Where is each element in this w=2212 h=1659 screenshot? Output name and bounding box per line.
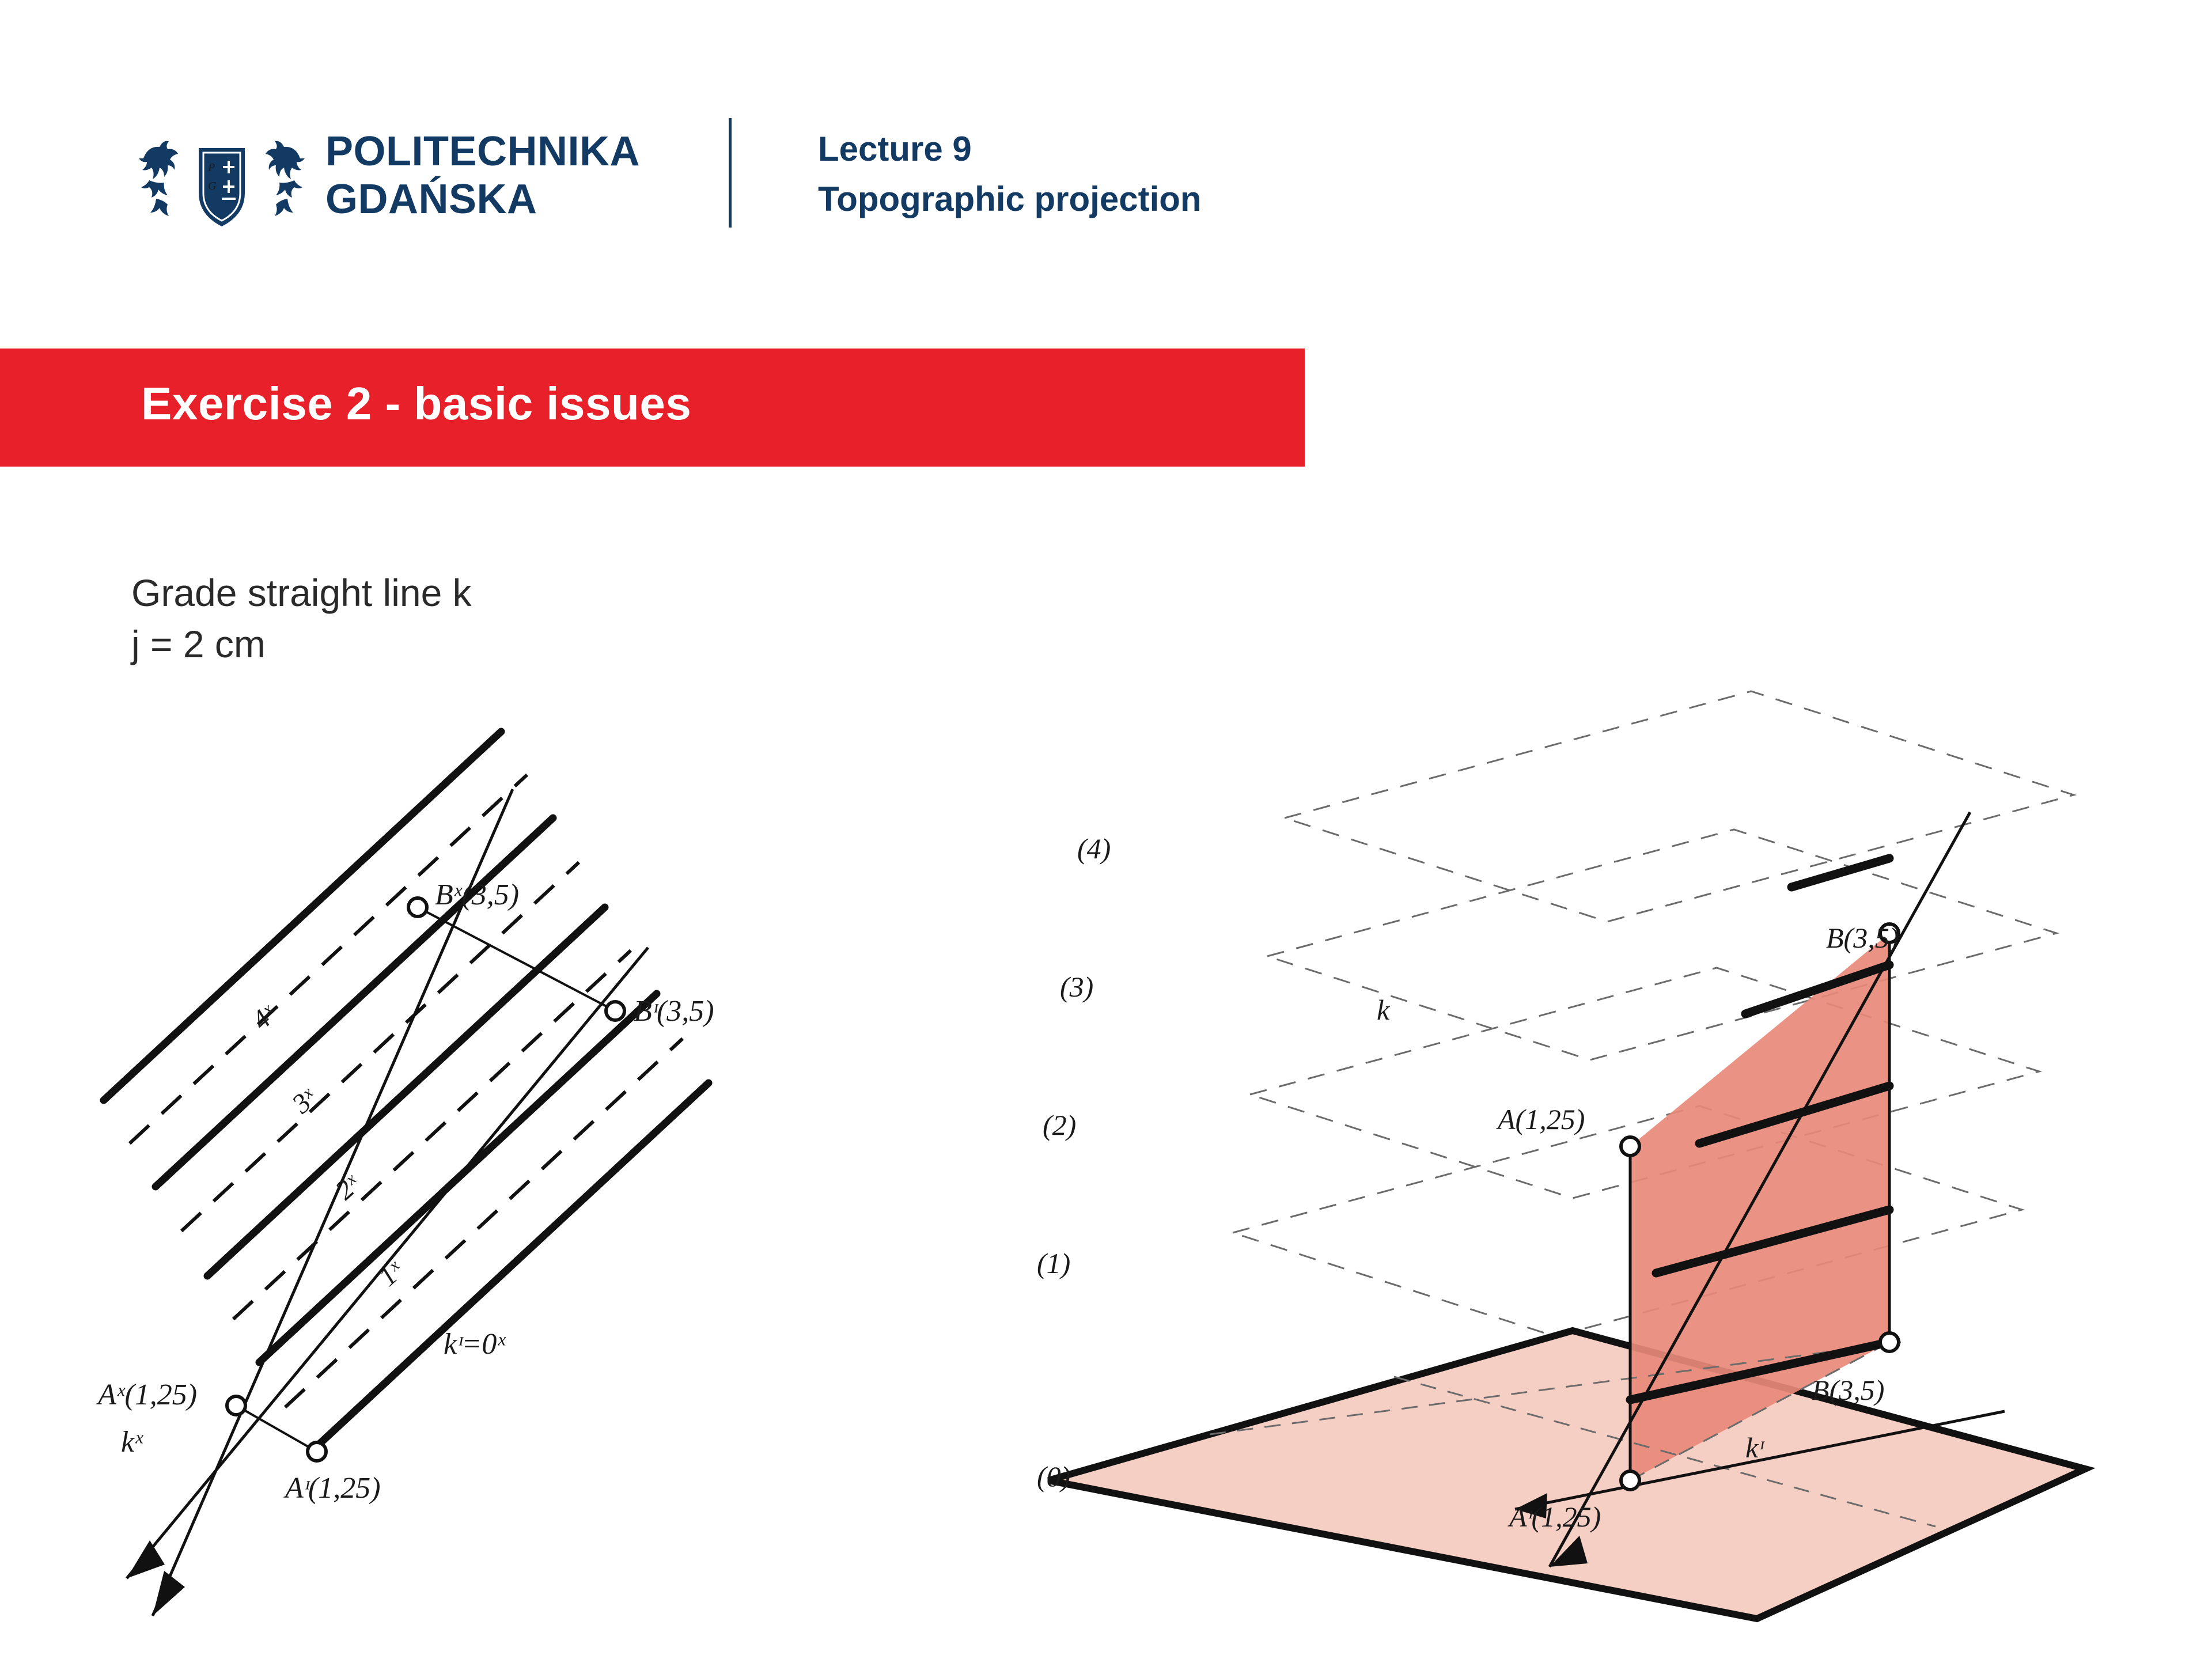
base-plane-0 bbox=[1048, 1331, 2085, 1619]
label-point-b-lower: B(3,5) bbox=[1812, 1374, 1885, 1406]
caption-line-2: j = 2 cm bbox=[131, 623, 266, 666]
slide-title-bar bbox=[0, 349, 1305, 467]
label-grade-4: 4ˣ bbox=[245, 998, 283, 1036]
point-marker-bx bbox=[408, 898, 427, 916]
university-name-line1: POLITECHNIKA bbox=[325, 128, 640, 175]
point-marker-ax bbox=[227, 1396, 245, 1415]
trace-level-4 bbox=[1791, 858, 1889, 887]
svg-text:G: G bbox=[208, 180, 217, 192]
point-marker-a bbox=[1621, 1137, 1639, 1156]
point-marker-b-prime bbox=[606, 1002, 624, 1020]
label-k: k bbox=[1377, 994, 1390, 1026]
lecture-number: Lecture 9 bbox=[818, 130, 972, 168]
point-marker-a-prime bbox=[308, 1442, 326, 1461]
university-name bbox=[325, 128, 640, 224]
svg-text:P: P bbox=[208, 161, 215, 174]
page-title: Exercise 2 - basic issues bbox=[141, 378, 692, 429]
label-b-prime: Bᶦ(3,5) bbox=[634, 995, 714, 1028]
label-ax: Aˣ(1,25) bbox=[98, 1378, 198, 1411]
topographic-plan-view bbox=[86, 634, 1066, 1642]
label-level-0: (0) bbox=[1037, 1460, 1071, 1493]
page-header bbox=[0, 0, 2212, 300]
label-point-b: B(3,5) bbox=[1826, 922, 1899, 954]
label-grade-1: 1ˣ bbox=[372, 1255, 410, 1293]
pg-coat-of-arms-icon bbox=[135, 118, 308, 233]
header-divider bbox=[729, 118, 732, 228]
label-level-4: (4) bbox=[1077, 832, 1111, 865]
label-level-2: (2) bbox=[1043, 1109, 1077, 1141]
label-a-prime: Aᶦ(1,25) bbox=[285, 1472, 381, 1505]
axonometric-view bbox=[1037, 536, 2189, 1642]
label-grade-2: 2ˣ bbox=[329, 1168, 366, 1206]
label-point-a-prime: Aᶦ(1,25) bbox=[1509, 1501, 1601, 1533]
university-logo-block bbox=[135, 118, 640, 233]
point-marker-a-prime bbox=[1621, 1471, 1639, 1490]
lecture-topic: Topographic projection bbox=[818, 180, 1202, 218]
label-kx: kˣ bbox=[121, 1426, 143, 1459]
label-bx: Bˣ(3,5) bbox=[435, 878, 520, 911]
university-name-line2: GDAŃSKA bbox=[325, 176, 537, 222]
label-k-prime: kᶦ bbox=[1745, 1431, 1763, 1464]
lecture-info bbox=[818, 124, 1202, 224]
label-point-a: A(1,25) bbox=[1498, 1103, 1585, 1135]
label-grade-3: 3ˣ bbox=[286, 1082, 323, 1120]
caption-line-1: Grade straight line k bbox=[131, 571, 472, 614]
label-level-1: (1) bbox=[1037, 1247, 1071, 1279]
level-plane-4 bbox=[1285, 691, 2074, 922]
label-k-prime-zero: kᶦ=0ˣ bbox=[444, 1328, 506, 1361]
point-marker-b-prime bbox=[1880, 1333, 1899, 1351]
label-level-3: (3) bbox=[1060, 971, 1094, 1003]
